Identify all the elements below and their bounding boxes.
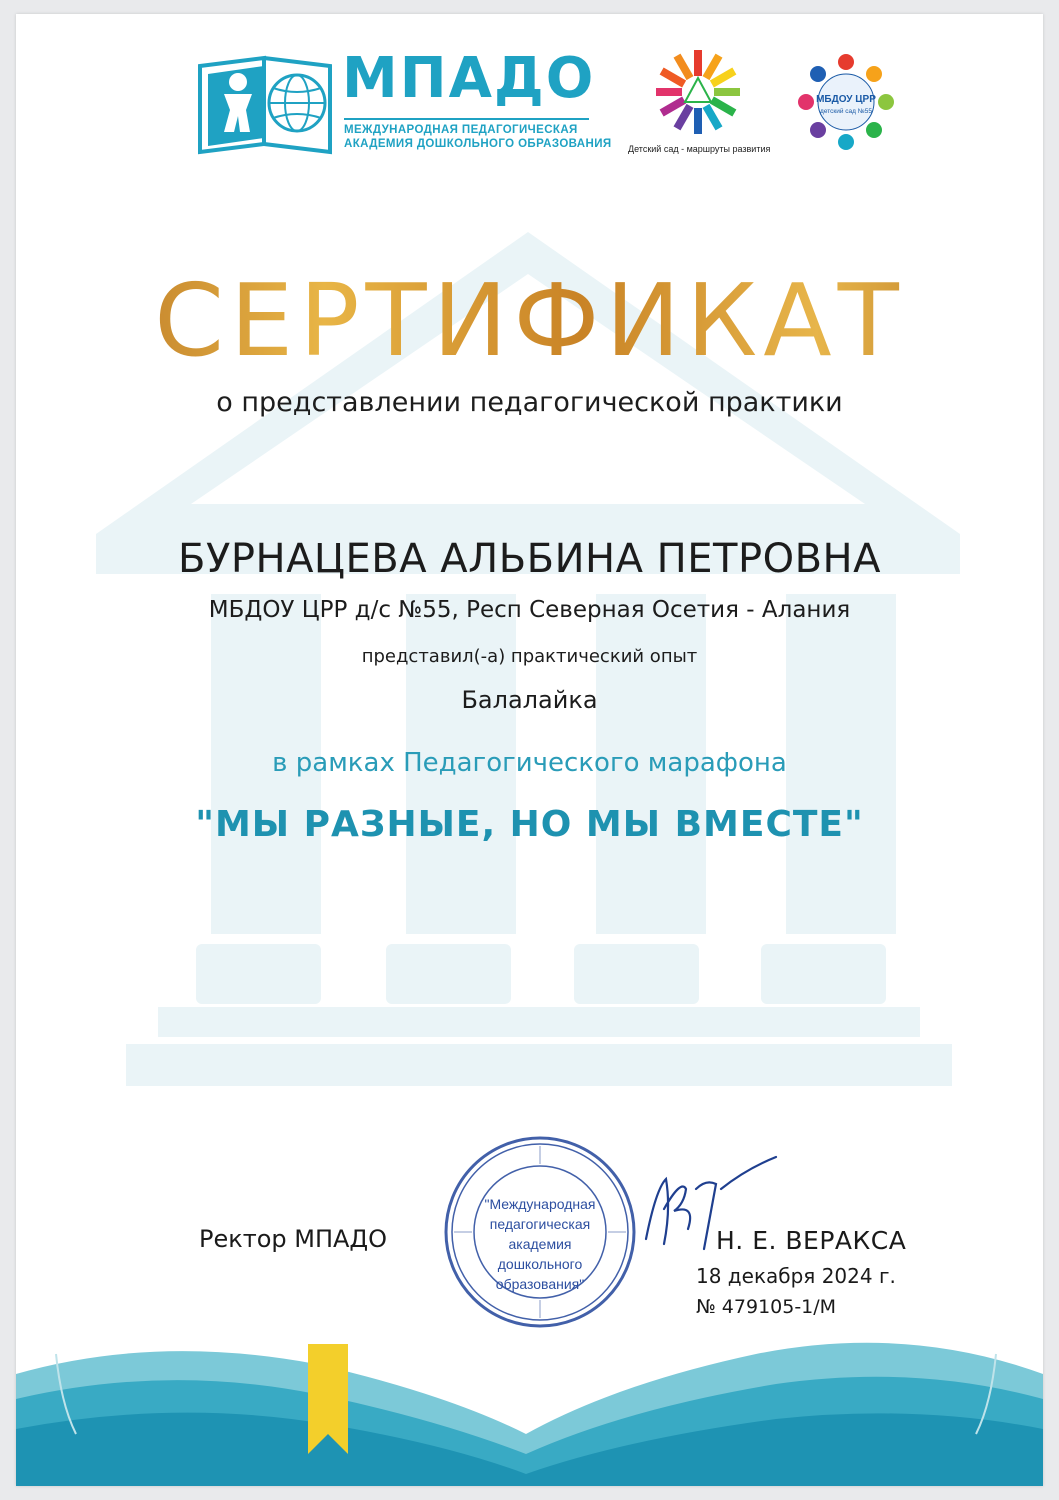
colorful-star-icon bbox=[628, 44, 768, 144]
certificate-number: № 479105-1/М bbox=[696, 1296, 837, 1318]
logo-divider bbox=[344, 118, 589, 120]
book-globe-icon bbox=[194, 48, 339, 158]
mpado-logo bbox=[194, 46, 612, 158]
mpado-logo-title: МПАДО bbox=[342, 46, 596, 111]
mpado-logo-subtitle-2: АКАДЕМИЯ ДОШКОЛЬНОГО ОБРАЗОВАНИЯ bbox=[344, 138, 612, 150]
official-stamp bbox=[440, 1132, 640, 1332]
mpado-logo-subtitle-1: МЕЖДУНАРОДНАЯ ПЕДАГОГИЧЕСКАЯ bbox=[344, 124, 578, 136]
stamp-center-text: "Международная педагогическая академия дошкольного образования" bbox=[484, 1196, 596, 1292]
kindergarten-routes-logo bbox=[628, 44, 771, 164]
kindergarten-logo-caption: Детский сад - маршруты развития bbox=[628, 144, 771, 154]
issue-date: 18 декабря 2024 г. bbox=[696, 1264, 896, 1288]
certificate-page bbox=[16, 14, 1043, 1486]
practice-topic: Балалайка bbox=[461, 686, 598, 714]
mbdou-logo-line2: детский сад №55 bbox=[820, 108, 872, 115]
marathon-name: "МЫ РАЗНЫЕ, НО МЫ ВМЕСТЕ" bbox=[195, 804, 864, 845]
recipient-name: БУРНАЦЕВА АЛЬБИНА ПЕТРОВНА bbox=[178, 536, 881, 582]
mbdou-logo bbox=[796, 44, 896, 154]
mbdou-logo-line1: МБДОУ ЦРР bbox=[816, 94, 876, 105]
rector-label: Ректор МПАДО bbox=[199, 1225, 388, 1253]
signer-name: Н. Е. ВЕРАКСА bbox=[716, 1226, 907, 1255]
open-book-wave-decoration bbox=[16, 1314, 1043, 1486]
recipient-organization: МБДОУ ЦРР д/с №55, Респ Северная Осетия - Алания bbox=[208, 597, 851, 623]
presented-text: представил(-а) практический опыт bbox=[361, 646, 698, 667]
certificate-subtitle: о представлении педагогической практики bbox=[216, 387, 843, 418]
marathon-intro: в рамках Педагогического марафона bbox=[272, 748, 787, 778]
certificate-title: СЕРТИФИКАТ bbox=[16, 266, 1043, 376]
